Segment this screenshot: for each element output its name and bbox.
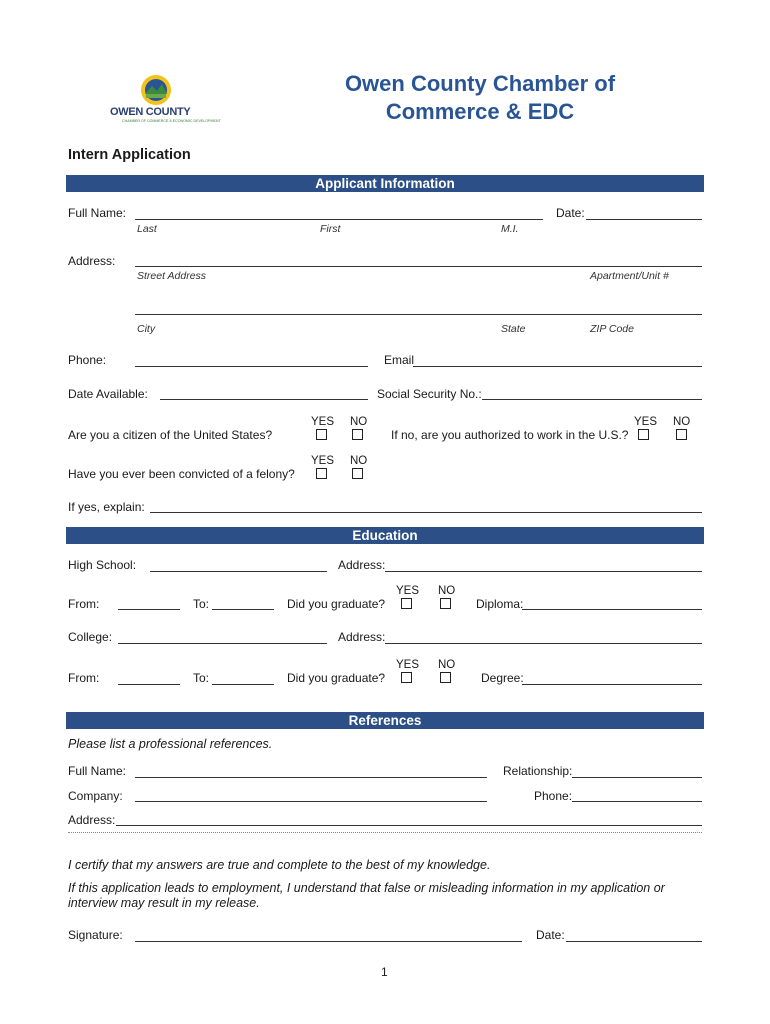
release-statement-line2: interview may result in my release.: [68, 896, 260, 910]
hs-no-checkbox[interactable]: [440, 598, 451, 609]
explain-label: If yes, explain:: [68, 500, 145, 514]
apt-caption: Apartment/Unit #: [590, 270, 669, 282]
relationship-label: Relationship:: [503, 764, 573, 778]
section-bar-applicant: Applicant Information: [66, 175, 704, 192]
ref-phone-field[interactable]: [572, 801, 702, 802]
diploma-label: Diploma:: [476, 597, 524, 611]
felony-question: Have you ever been convicted of a felony?: [68, 467, 295, 481]
first-caption: First: [320, 223, 341, 235]
logo: [108, 70, 221, 130]
college-graduate-question: Did you graduate?: [287, 671, 386, 685]
degree-field[interactable]: [522, 684, 702, 685]
degree-label: Degree:: [481, 671, 524, 685]
last-caption: Last: [137, 223, 157, 235]
college-field[interactable]: [118, 643, 327, 644]
email-label: Email: [384, 353, 415, 367]
authorized-no-label: NO: [673, 416, 691, 428]
ref-address-label: Address:: [68, 813, 116, 827]
signature-field[interactable]: [135, 941, 522, 942]
hs-yes-label: YES: [396, 585, 420, 597]
authorized-yes-checkbox[interactable]: [638, 429, 649, 440]
email-field[interactable]: [413, 366, 702, 367]
hs-from-field[interactable]: [118, 609, 180, 610]
college-no-checkbox[interactable]: [440, 672, 451, 683]
city-caption: City: [137, 323, 156, 335]
date-label: Date:: [556, 206, 585, 220]
logo-emblem-icon: [138, 72, 174, 108]
ssn-field[interactable]: [482, 399, 702, 400]
page-title-line2: Commerce & EDC: [385, 99, 575, 124]
date-available-label: Date Available:: [68, 387, 148, 401]
street-caption: Street Address: [137, 270, 207, 282]
hs-address-field[interactable]: [385, 571, 702, 572]
date-field[interactable]: [586, 219, 702, 220]
felony-no-label: NO: [350, 455, 368, 467]
college-address-field[interactable]: [385, 643, 702, 644]
mi-caption: M.I.: [501, 223, 519, 235]
hs-to-field[interactable]: [212, 609, 274, 610]
diploma-field[interactable]: [522, 609, 702, 610]
ref-address-field-2[interactable]: [68, 832, 702, 833]
authorized-yes-label: YES: [634, 416, 658, 428]
high-school-label: High School:: [68, 558, 137, 572]
page-number: 1: [381, 965, 388, 979]
signature-label: Signature:: [68, 928, 123, 942]
ref-address-field[interactable]: [116, 825, 702, 826]
logo-subtext: CHAMBER OF COMMERCE & ECONOMIC DEVELOPMENT: [122, 119, 221, 123]
city-field[interactable]: [135, 314, 702, 315]
hs-yes-checkbox[interactable]: [401, 598, 412, 609]
full-name-field[interactable]: [135, 219, 543, 220]
section-bar-education: Education: [66, 527, 704, 544]
college-from-label: From:: [68, 671, 100, 685]
address-label: Address:: [68, 254, 116, 268]
ref-full-name-field[interactable]: [135, 777, 487, 778]
zip-caption: ZIP Code: [590, 323, 634, 335]
full-name-label: Full Name:: [68, 206, 127, 220]
hs-no-label: NO: [438, 585, 456, 597]
citizen-no-checkbox[interactable]: [352, 429, 363, 440]
citizen-yes-label: YES: [311, 416, 335, 428]
company-label: Company:: [68, 789, 123, 803]
ssn-label: Social Security No.:: [377, 387, 482, 401]
ref-full-name-label: Full Name:: [68, 764, 127, 778]
authorized-question: If no, are you authorized to work in the U.S.?: [391, 428, 629, 442]
college-label: College:: [68, 630, 113, 644]
relationship-field[interactable]: [572, 777, 702, 778]
felony-no-checkbox[interactable]: [352, 468, 363, 479]
college-yes-label: YES: [396, 659, 420, 671]
date-available-field[interactable]: [160, 399, 368, 400]
ref-phone-label: Phone:: [534, 789, 573, 803]
college-no-label: NO: [438, 659, 456, 671]
authorized-no-checkbox[interactable]: [676, 429, 687, 440]
logo-text: OWEN COUNTY: [110, 106, 191, 118]
hs-to-label: To:: [193, 597, 210, 611]
high-school-field[interactable]: [150, 571, 327, 572]
street-address-field[interactable]: [135, 266, 702, 267]
phone-label: Phone:: [68, 353, 107, 367]
college-from-field[interactable]: [118, 684, 180, 685]
explain-field[interactable]: [150, 512, 702, 513]
college-to-field[interactable]: [212, 684, 274, 685]
section-bar-references: References: [66, 712, 704, 729]
certification-statement: I certify that my answers are true and complete to the best of my knowledge.: [68, 858, 491, 872]
college-address-label: Address:: [338, 630, 386, 644]
references-instruction: Please list a professional references.: [68, 737, 273, 751]
hs-from-label: From:: [68, 597, 100, 611]
felony-yes-checkbox[interactable]: [316, 468, 327, 479]
college-to-label: To:: [193, 671, 210, 685]
signature-date-field[interactable]: [566, 941, 702, 942]
citizen-no-label: NO: [350, 416, 368, 428]
signature-date-label: Date:: [536, 928, 565, 942]
page-title-line1: Owen County Chamber of: [344, 71, 616, 96]
form-title: Intern Application: [68, 147, 191, 163]
release-statement-line1: If this application leads to employment, I understand that false or misleading information in my application or: [68, 881, 665, 895]
company-field[interactable]: [135, 801, 487, 802]
citizen-yes-checkbox[interactable]: [316, 429, 327, 440]
hs-graduate-question: Did you graduate?: [287, 597, 386, 611]
citizen-question: Are you a citizen of the United States?: [68, 428, 273, 442]
state-caption: State: [501, 323, 526, 335]
hs-address-label: Address:: [338, 558, 386, 572]
phone-field[interactable]: [135, 366, 368, 367]
felony-yes-label: YES: [311, 455, 335, 467]
college-yes-checkbox[interactable]: [401, 672, 412, 683]
